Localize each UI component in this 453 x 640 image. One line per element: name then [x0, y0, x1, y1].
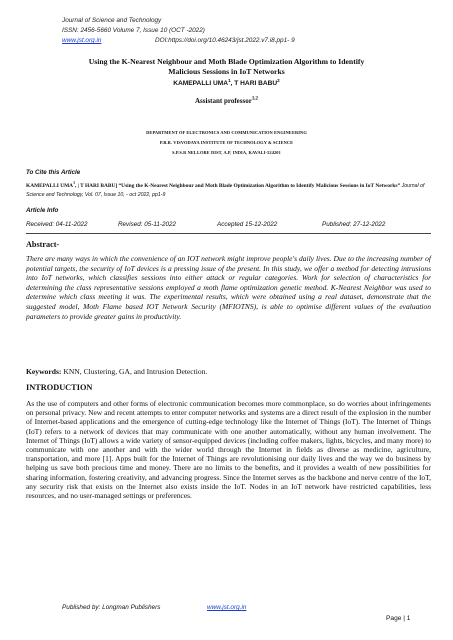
article-info-heading: Article Info [26, 207, 59, 214]
citation-authors-superscript: 1 [73, 181, 75, 186]
role-text: Assistant professor [195, 97, 252, 105]
introduction-heading: INTRODUCTION [26, 383, 93, 392]
paper-title [40, 57, 413, 77]
author-list [40, 77, 413, 87]
footer-url-link[interactable]: www.jst.org.in [207, 604, 247, 611]
revised-date: Revised: 05-11-2022 [118, 221, 176, 228]
introduction-text: As the use of computers and other forms of electronic communication becomes more commonplace, so do worries about infringements on personal privacy. New and recent attempts to enter computer networks and systems are a direct result of the explosion in the number of Internet-based applications and the emergence of cutting-edge technology like the Internet of Things (IoT). The Internet of Things (IoT) refers to a network of devices that may communicate with one another automatically, without any human involvement. The Internet of Things (IoT) allows a wide variety of sensor-equipped devices (including coffee makers, lights, bicycles, and many more) to communicate with one another and with the wider world through the Internet in fields as diverse as medicine, agriculture, transportation, and more [1]. Apps built for the Internet of Things are revolutionising our daily lives and the way we do business by helping us save both precious time and money. There are no limits to the benefits, and it provides a wealth of new possibilities for sharing information, fostering creativity, and advancing progress. Since the Internet serves as the backbone and nerve centre of the IoT, any security risk that exists on the Internet also exists inside the IoT. Nodes in an IoT network have restricted capabilities, less resources, and no user-managed settings or preferences. [26, 399, 431, 501]
received-date: Received: 04-11-2022 [26, 221, 88, 228]
paper-title-line-2: Malicious Sessions in IoT Networks [168, 67, 285, 76]
published-date: Published: 27-12-2022 [322, 221, 386, 228]
abstract-heading: Abstract- [26, 240, 60, 249]
keywords-label: Keywords: [26, 367, 62, 376]
role-superscript: 1,2 [251, 96, 258, 102]
affiliation-address: S.P.S.R NELLORE DIST, A.P, INDIA, KAVALI-524201 [172, 150, 281, 155]
citation-journal: Journal of Science and Technology, Vol. 07, Issue 10, - oct 2022, pp1-9 [26, 183, 425, 198]
citation-title: , | T HARI BABU] “Using the K-Nearest Neighbour and Moth Blade Optimization Algorithm to Identify Malicious Sessions in IoT Networks” [74, 183, 401, 189]
accepted-date: Accepted 15-12-2022 [217, 221, 278, 228]
doi-text: DOI:https://doi.org/10.46243/jst.2022.v7.i8.pp1- 9 [155, 37, 295, 44]
author-1-name: KAMEPALLI UMA [173, 80, 229, 87]
journal-links [62, 36, 402, 45]
cite-heading: To Cite this Article [26, 169, 81, 176]
footer-publisher: Published by: Longman Publishers [62, 604, 161, 611]
journal-name: Journal of Science and Technology [62, 17, 162, 24]
affiliation-institute: P.B.R. VISVODAYA INSTITUTE OF TECHNOLOGY & SCIENCE [159, 140, 294, 145]
author-role [40, 97, 413, 105]
keywords-text: KNN, Clustering, GA, and Intrusion Detection. [61, 367, 208, 376]
citation-authors: KAMEPALLI UMA [26, 183, 74, 189]
keywords-line [26, 367, 431, 376]
author-2-superscript: 2 [277, 77, 280, 83]
paper-title-line-1: Using the K-Nearest Neighbour and Moth Blade Optimization Algorithm to Identify [88, 57, 365, 66]
abstract-text: There are many ways in which the convenience of an IOT network might improve people's daily lives. Due to the increasing number of potential targets, the security of IoT devices is a pressing issue of the present. In this study, we offer a method for detecting intrusions into IoT networks, which classifies sessions into either attack or regular categories. Work for selection of characteristics for determining the class representative sessions employed a moth flame optimization genetic method. K-Nearest Neighbor was used to determine which class meeting it was. The experimental results, which were obtained using a real dataset, demonstrate that the suggested model, Moth Flame based IOT Network Security (MFIOTNS), is able to optimise different values of the evaluation parameters to provide greater gains in productivity. [26, 254, 431, 321]
horizontal-divider [26, 233, 431, 234]
author-2-name: , T HARI BABU [230, 80, 278, 87]
journal-issn: ISSN: 2456-5660 Volume 7, Issue 10 (OCT -2022) [62, 27, 205, 34]
journal-url-link[interactable]: www.jst.org.in [62, 37, 102, 44]
citation-text [26, 182, 431, 200]
page-number: Page | 1 [386, 615, 411, 622]
author-1-superscript: 1 [228, 77, 231, 83]
affiliation-department: DEPARTMENT OF ELECTRONICS AND COMMUNICATION ENGINEERING [146, 130, 307, 135]
